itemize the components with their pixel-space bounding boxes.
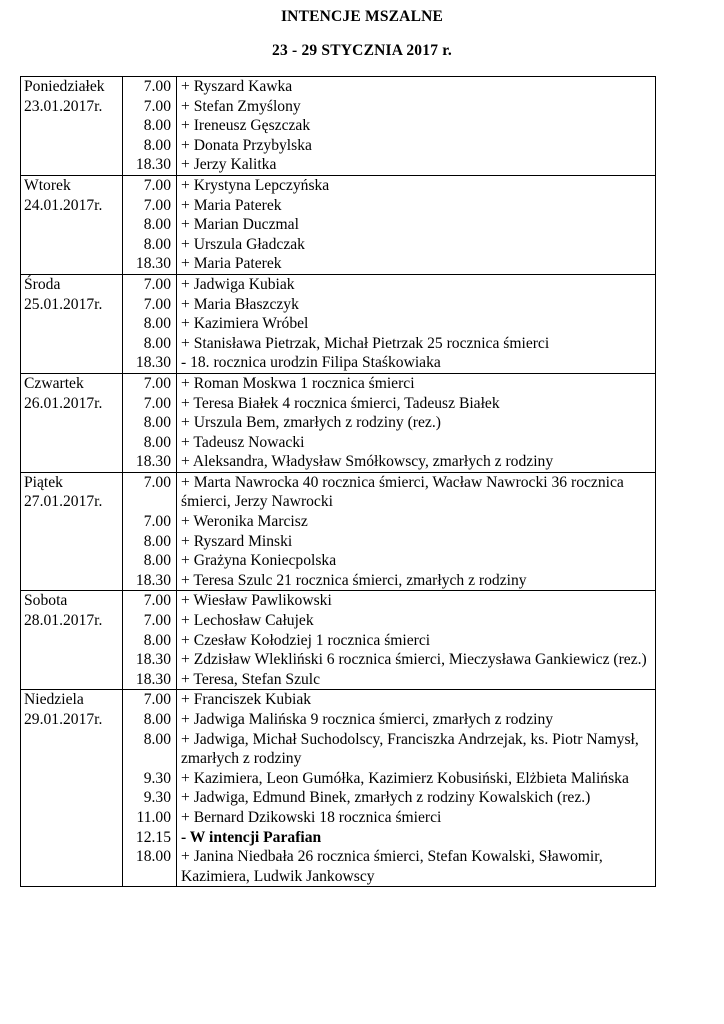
mass-intention: - 18. rocznica urodzin Filipa Staśkowiaka xyxy=(181,354,441,372)
intentions-cell xyxy=(177,690,656,887)
mass-time: 18.00 xyxy=(135,848,171,866)
mass-intention: + Grażyna Koniecpolska xyxy=(181,552,337,570)
times-cell xyxy=(123,591,177,690)
mass-intention: + Ryszard Kawka xyxy=(181,78,293,95)
day-cell xyxy=(21,175,123,274)
intentions-cell xyxy=(177,274,656,373)
mass-intention: + Wiesław Pawlikowski xyxy=(181,592,332,610)
day-name: Piątek xyxy=(24,473,63,491)
times-cell xyxy=(123,373,177,472)
mass-time: 7.00 xyxy=(143,97,171,115)
mass-time: 8.00 xyxy=(143,136,171,154)
times-cell xyxy=(123,175,177,274)
mass-intention: + Marta Nawrocka 40 rocznica śmierci, Wacław Nawrocki 36 rocznica śmierci, Jerzy Nawrocki xyxy=(181,473,624,511)
mass-intention: + Lechosław Całujek xyxy=(181,612,314,630)
times-cell xyxy=(123,77,177,176)
mass-time: 8.00 xyxy=(143,532,171,550)
mass-time: 8.00 xyxy=(143,552,171,570)
day-date: 27.01.2017r. xyxy=(24,493,103,511)
mass-intention: + Kazimiera Wróbel xyxy=(181,315,309,333)
day-row xyxy=(21,175,656,274)
mass-intention: + Ryszard Minski xyxy=(181,532,293,550)
mass-time: 8.00 xyxy=(143,117,171,135)
mass-intention: + Krystyna Lepczyńska xyxy=(181,176,330,194)
mass-time: 9.30 xyxy=(143,769,171,787)
mass-intention: + Teresa, Stefan Szulc xyxy=(181,670,321,688)
day-row xyxy=(21,472,656,591)
mass-intention: + Marian Duczmal xyxy=(181,216,299,234)
mass-time: 7.00 xyxy=(143,295,171,313)
mass-intention: + Urszula Gładczak xyxy=(181,235,305,253)
day-cell xyxy=(21,274,123,373)
mass-intention: - W intencji Parafian xyxy=(181,828,322,846)
mass-time: 18.30 xyxy=(135,670,171,688)
mass-time: 18.30 xyxy=(135,156,171,174)
mass-intention: + Jerzy Kalitka xyxy=(181,156,277,174)
mass-time: 7.00 xyxy=(143,374,171,392)
mass-time: 8.00 xyxy=(143,216,171,234)
mass-time: 8.00 xyxy=(143,235,171,253)
times-cell xyxy=(123,274,177,373)
day-cell xyxy=(21,591,123,690)
mass-intention: + Jadwiga, Michał Suchodolscy, Franciszka Andrzejak, ks. Piotr Namysł, zmarłych z rodziny xyxy=(181,730,639,768)
day-name: Poniedziałek xyxy=(24,78,105,95)
mass-intention: + Stanisława Pietrzak, Michał Pietrzak 25 rocznica śmierci xyxy=(181,334,550,352)
mass-time: 7.00 xyxy=(143,592,171,610)
mass-time: 18.30 xyxy=(135,354,171,372)
day-row xyxy=(21,373,656,472)
day-date: 23.01.2017r. xyxy=(24,97,103,115)
mass-time: 7.00 xyxy=(143,275,171,293)
times-cell xyxy=(123,690,177,887)
day-date: 25.01.2017r. xyxy=(24,295,103,313)
mass-intention: + Janina Niedbała 26 rocznica śmierci, Stefan Kowalski, Sławomir, Kazimiera, Ludwik Jankowscy xyxy=(181,848,603,885)
mass-time: 8.00 xyxy=(143,631,171,649)
intentions-cell xyxy=(177,175,656,274)
date-range-subtitle: 23 - 29 STYCZNIA 2017 r. xyxy=(272,42,452,59)
mass-intention: + Czesław Kołodziej 1 rocznica śmierci xyxy=(181,631,431,649)
times-cell xyxy=(123,472,177,591)
mass-intention: + Weronika Marcisz xyxy=(181,513,308,531)
mass-time: 18.30 xyxy=(135,453,171,471)
day-row xyxy=(21,690,656,887)
mass-time: 8.00 xyxy=(143,730,171,748)
mass-intention: + Teresa Szulc 21 rocznica śmierci, zmarłych z rodziny xyxy=(181,571,527,589)
mass-time: 18.30 xyxy=(135,571,171,589)
day-name: Czwartek xyxy=(24,374,84,392)
mass-intention: + Donata Przybylska xyxy=(181,136,312,154)
mass-intention: + Stefan Zmyślony xyxy=(181,97,301,115)
mass-intention: + Tadeusz Nowacki xyxy=(181,433,305,451)
day-row xyxy=(21,274,656,373)
mass-intention: + Urszula Bem, zmarłych z rodziny (rez.) xyxy=(181,414,441,432)
intentions-cell xyxy=(177,472,656,591)
mass-intention: + Jadwiga, Edmund Binek, zmarłych z rodziny Kowalskich (rez.) xyxy=(181,789,591,807)
day-name: Niedziela xyxy=(24,691,84,709)
mass-intention: + Jadwiga Malińska 9 rocznica śmierci, zmarłych z rodziny xyxy=(181,711,554,728)
day-name: Sobota xyxy=(24,592,68,610)
mass-intention: + Maria Paterek xyxy=(181,196,282,214)
mass-intention: + Maria Błaszczyk xyxy=(181,295,299,313)
day-cell xyxy=(21,77,123,176)
mass-intentions-table xyxy=(20,76,656,887)
mass-time: 7.00 xyxy=(143,176,171,194)
mass-intention: + Zdzisław Wlekliński 6 rocznica śmierci, Mieczysława Gankiewicz (rez.) xyxy=(181,651,647,669)
mass-intention: + Bernard Dzikowski 18 rocznica śmierci xyxy=(181,808,442,826)
mass-time: 8.00 xyxy=(143,315,171,333)
intentions-cell xyxy=(177,373,656,472)
mass-intention: + Maria Paterek xyxy=(181,255,282,273)
mass-intention: + Roman Moskwa 1 rocznica śmierci xyxy=(181,374,415,392)
day-cell xyxy=(21,472,123,591)
mass-time: 7.00 xyxy=(143,394,171,412)
mass-time: 8.00 xyxy=(143,433,171,451)
mass-intention: + Ireneusz Gęszczak xyxy=(181,117,311,135)
page-title: INTENCJE MSZALNE xyxy=(280,8,444,25)
day-row xyxy=(21,591,656,690)
mass-time: 18.30 xyxy=(135,255,171,273)
mass-time: 8.00 xyxy=(143,334,171,352)
mass-time: 7.00 xyxy=(143,473,171,491)
mass-time: 7.00 xyxy=(143,78,171,95)
day-date: 28.01.2017r. xyxy=(24,612,103,630)
mass-intention: + Kazimiera, Leon Gumółka, Kazimierz Kobusiński, Elżbieta Malińska xyxy=(181,769,629,787)
day-cell xyxy=(21,373,123,472)
day-name: Wtorek xyxy=(24,176,71,194)
mass-time: 12.15 xyxy=(135,828,171,846)
day-date: 26.01.2017r. xyxy=(24,394,103,412)
mass-time: 8.00 xyxy=(143,414,171,432)
mass-time: 8.00 xyxy=(143,711,171,728)
mass-intention: + Franciszek Kubiak xyxy=(181,691,312,709)
day-cell xyxy=(21,690,123,887)
mass-time: 18.30 xyxy=(135,651,171,669)
mass-time: 11.00 xyxy=(136,808,171,826)
mass-time: 7.00 xyxy=(143,612,171,630)
intentions-cell xyxy=(177,77,656,176)
day-date: 29.01.2017r. xyxy=(24,711,103,728)
day-date: 24.01.2017r. xyxy=(24,196,103,214)
mass-time: 7.00 xyxy=(143,513,171,531)
mass-intention: + Aleksandra, Władysław Smółkowscy, zmarłych z rodziny xyxy=(181,453,554,471)
mass-time: 9.30 xyxy=(143,789,171,807)
day-row xyxy=(21,77,656,176)
mass-time: 7.00 xyxy=(143,196,171,214)
mass-time: 7.00 xyxy=(143,691,171,709)
mass-intention: + Teresa Białek 4 rocznica śmierci, Tadeusz Białek xyxy=(181,394,500,412)
day-name: Środa xyxy=(24,275,61,293)
intentions-cell xyxy=(177,591,656,690)
mass-intention: + Jadwiga Kubiak xyxy=(181,275,295,293)
